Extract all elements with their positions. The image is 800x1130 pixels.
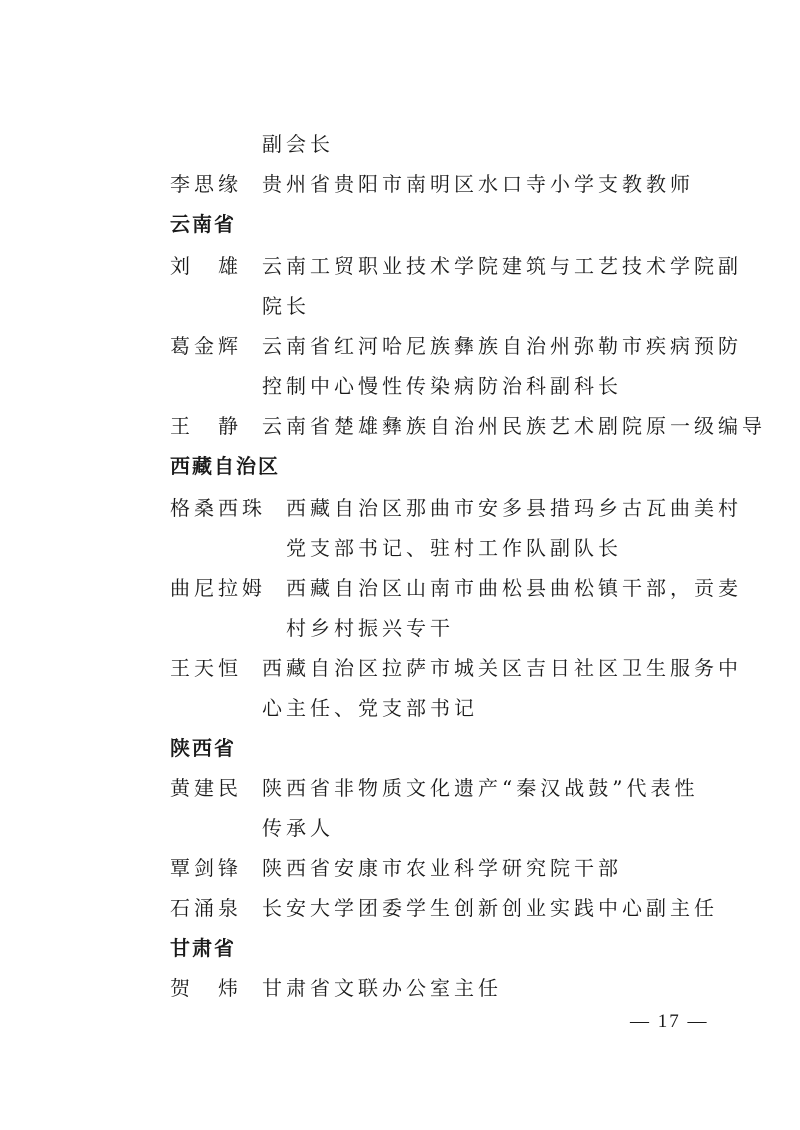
person-title-text: 陕西省非物质文化遗产“秦汉战鼓”代表性 xyxy=(262,776,699,800)
person-name: 格桑西珠 xyxy=(170,496,266,520)
person-title-text: 陕西省安康市农业科学研究院干部 xyxy=(262,856,622,880)
person-name: 黄建民 xyxy=(170,776,242,800)
person-title-text: 云南省红河哈尼族彝族自治州弥勒市疾病预防 xyxy=(262,334,742,358)
person-name: 覃剑锋 xyxy=(170,856,242,880)
person-name: 李思缘 xyxy=(170,172,242,196)
person-name: 葛金辉 xyxy=(170,334,242,358)
person-title-text: 长安大学团委学生创新创业实践中心副主任 xyxy=(262,896,718,920)
person-title-text: 院长 xyxy=(262,294,310,318)
person-title-text: 云南工贸职业技术学院建筑与工艺技术学院副 xyxy=(262,254,742,278)
person-name: 王 静 xyxy=(170,414,242,438)
province-heading: 云南省 xyxy=(170,212,236,236)
person-title-text: 西藏自治区那曲市安多县措玛乡古瓦曲美村 xyxy=(286,496,742,520)
person-name: 刘 雄 xyxy=(170,254,242,278)
person-title-text: 甘肃省文联办公室主任 xyxy=(262,976,502,1000)
person-name: 贺 炜 xyxy=(170,976,242,1000)
person-title-text: 云南省楚雄彝族自治州民族艺术剧院原一级编导 xyxy=(262,414,766,438)
person-title-text: 传承人 xyxy=(262,816,334,840)
person-title-text: 心主任、党支部书记 xyxy=(262,696,478,720)
person-title-text: 党支部书记、驻村工作队副队长 xyxy=(286,536,622,560)
person-title-text: 副会长 xyxy=(262,132,334,156)
province-heading: 陕西省 xyxy=(170,736,236,760)
person-title-text: 西藏自治区山南市曲松县曲松镇干部，贡麦 xyxy=(286,576,742,600)
province-heading: 西藏自治区 xyxy=(170,454,280,478)
page-number: — 17 — xyxy=(630,1011,709,1032)
person-title-text: 西藏自治区拉萨市城关区吉日社区卫生服务中 xyxy=(262,656,742,680)
person-title-text: 村乡村振兴专干 xyxy=(286,616,454,640)
person-title-text: 贵州省贵阳市南明区水口寺小学支教教师 xyxy=(262,172,694,196)
province-heading: 甘肃省 xyxy=(170,936,236,960)
person-name: 王天恒 xyxy=(170,656,242,680)
person-name: 石涌泉 xyxy=(170,896,242,920)
person-title-text: 控制中心慢性传染病防治科副科长 xyxy=(262,374,622,398)
person-name: 曲尼拉姆 xyxy=(170,576,266,600)
